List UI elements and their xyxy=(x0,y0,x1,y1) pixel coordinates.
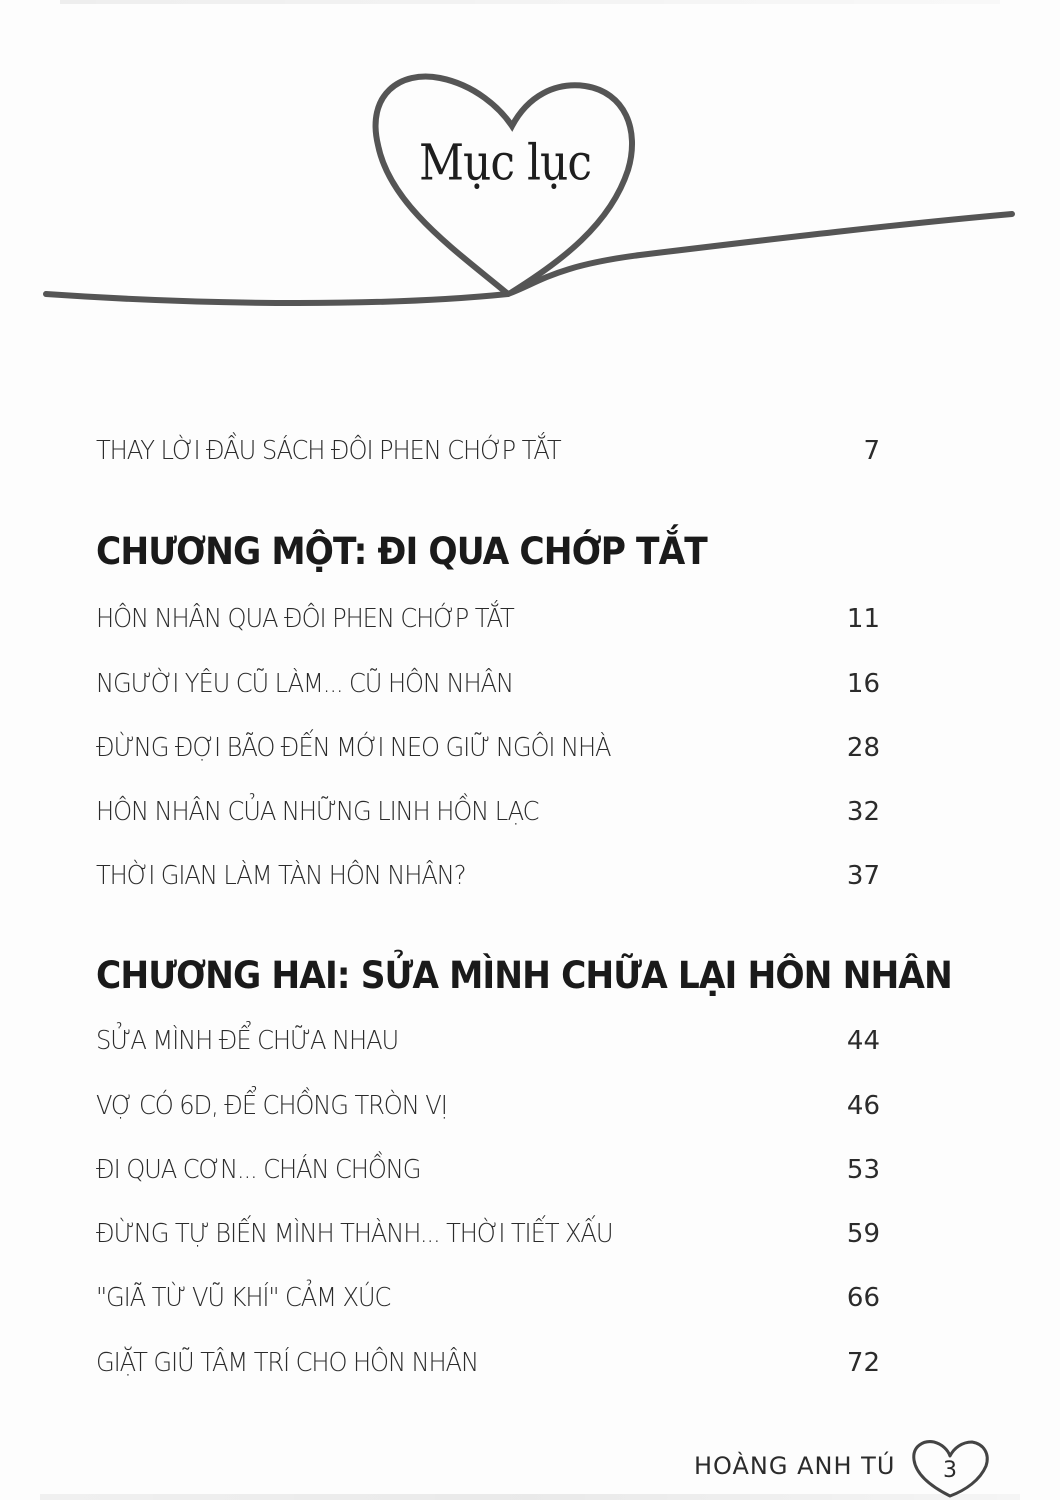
page-title: Mục lục xyxy=(418,134,592,193)
toc-entry-page: 7 xyxy=(863,436,880,466)
toc-entry-page: 32 xyxy=(846,797,880,827)
toc-entry xyxy=(96,1091,880,1131)
footer-author: HOÀNG ANH TÚ xyxy=(694,1452,896,1480)
toc-entry-page: 37 xyxy=(846,861,880,891)
toc-entry xyxy=(96,1283,880,1323)
toc-entry-label: GIẶT GIŨ TÂM TRÍ CHO HÔN NHÂN xyxy=(96,1348,478,1378)
toc-entry-page: 11 xyxy=(846,604,880,634)
toc-entry xyxy=(96,669,880,709)
toc-entry-label: SỬA MÌNH ĐỂ CHỮA NHAU xyxy=(96,1026,399,1056)
toc-entry-label: ĐỪNG ĐỢI BÃO ĐẾN MỚI NEO GIỮ NGÔI NHÀ xyxy=(96,733,611,763)
toc-entry-label: ĐỪNG TỰ BIẾN MÌNH THÀNH... THỜI TIẾT XẤU xyxy=(96,1219,613,1249)
toc-entry-label: HÔN NHÂN QUA ĐÔI PHEN CHỚP TẮT xyxy=(96,604,514,634)
toc-entry-intro xyxy=(96,436,880,476)
toc-entry-page: 66 xyxy=(846,1283,880,1313)
toc-entry-label: HÔN NHÂN CỦA NHỮNG LINH HỒN LẠC xyxy=(96,797,539,827)
chapter-heading: CHƯƠNG MỘT: ĐI QUA CHỚP TẮT xyxy=(96,530,707,573)
toc-entry-label: NGƯỜI YÊU CŨ LÀM... CŨ HÔN NHÂN xyxy=(96,669,513,699)
toc-entry-label: VỢ CÓ 6D, ĐỂ CHỒNG TRÒN VỊ xyxy=(96,1091,447,1121)
ribbon-right xyxy=(508,214,1012,294)
toc-entry-label: "GIÃ TỪ VŨ KHÍ" CẢM XÚC xyxy=(96,1283,391,1313)
toc-entry xyxy=(96,604,880,644)
toc-entry-page: 16 xyxy=(846,669,880,699)
toc-entry-page: 53 xyxy=(846,1155,880,1185)
toc-entry xyxy=(96,861,880,901)
toc-entry xyxy=(96,1219,880,1259)
toc-entry xyxy=(96,1155,880,1195)
toc-entry xyxy=(96,733,880,773)
toc-entry-label: ĐI QUA CƠN... CHÁN CHỒNG xyxy=(96,1155,421,1185)
toc-entry-label: THỜI GIAN LÀM TÀN HÔN NHÂN? xyxy=(96,861,466,891)
toc-entry-page: 44 xyxy=(846,1026,880,1056)
chapter-heading: CHƯƠNG HAI: SỬA MÌNH CHỮA LẠI HÔN NHÂN xyxy=(96,954,952,997)
toc-entry xyxy=(96,797,880,837)
toc-entry xyxy=(96,1026,880,1066)
toc-entry-page: 72 xyxy=(846,1348,880,1378)
page-bottom-edge xyxy=(40,1494,1020,1500)
toc-entry xyxy=(96,1348,880,1388)
page-number: 3 xyxy=(943,1458,957,1483)
toc-entry-page: 59 xyxy=(846,1219,880,1249)
ribbon-left xyxy=(46,294,508,303)
toc-entry-page: 28 xyxy=(846,733,880,763)
toc-entry-page: 46 xyxy=(846,1091,880,1121)
toc-entry-label: THAY LỜI ĐẦU SÁCH ĐÔI PHEN CHỚP TẮT xyxy=(96,436,561,466)
